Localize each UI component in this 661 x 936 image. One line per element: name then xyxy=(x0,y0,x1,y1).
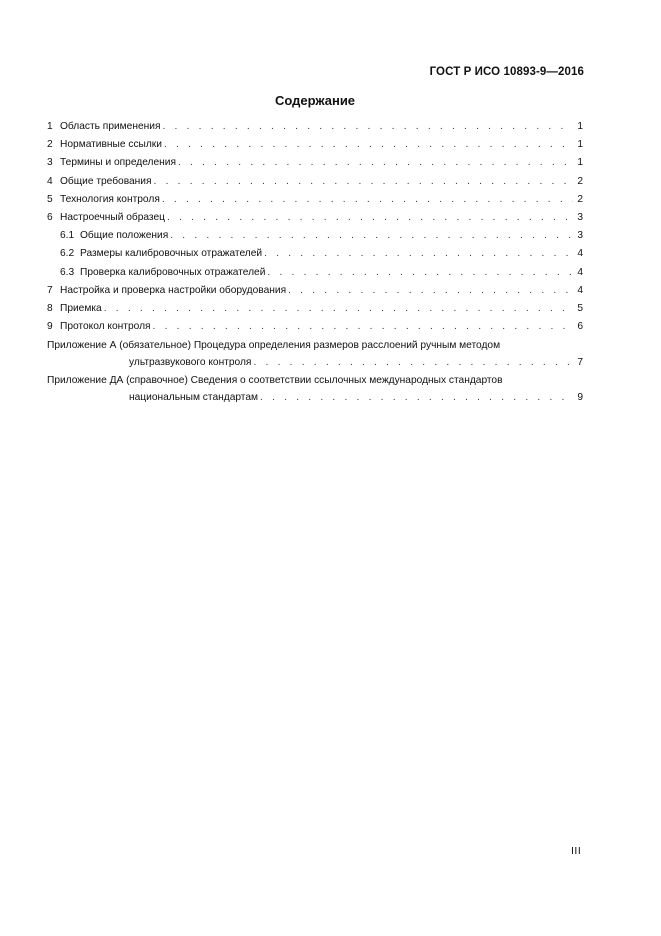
toc-appendix-title-cont: национальным стандартам xyxy=(129,392,259,404)
toc-leader-dots xyxy=(288,282,573,300)
toc-item-number: 6.3 xyxy=(60,266,75,278)
document-code: ГОСТ Р ИСО 10893-9—2016 xyxy=(429,66,584,78)
toc-item-6-1[interactable] xyxy=(47,227,583,245)
toc-item-number: 2 xyxy=(47,139,53,151)
toc-item-page: 4 xyxy=(577,248,583,260)
table-of-contents xyxy=(47,118,583,406)
toc-leader-dots xyxy=(154,173,573,191)
toc-item-page: 1 xyxy=(577,139,583,151)
toc-item-page: 2 xyxy=(577,193,583,205)
toc-item-label: Область применения xyxy=(60,121,161,132)
toc-leader-dots xyxy=(264,245,573,263)
toc-appendix-title: Приложение ДА (справочное) Сведения о соответствии ссылочных международных стандартов xyxy=(47,375,503,387)
toc-leader-dots xyxy=(162,118,573,136)
toc-leader-dots xyxy=(178,154,573,172)
toc-item-page: 5 xyxy=(577,302,583,314)
toc-appendix-title-cont: ультразвукового контроля xyxy=(129,357,252,369)
toc-appendix-title: Приложение А (обязательное) Процедура определения размеров расслоений ручным методом xyxy=(47,340,501,352)
toc-item-6[interactable] xyxy=(47,209,583,227)
toc-leader-dots xyxy=(164,136,573,154)
toc-item-label: Общие положения xyxy=(80,230,169,242)
toc-leader-dots xyxy=(167,209,573,227)
toc-item-number: 6.1 xyxy=(60,230,75,242)
toc-item-page: 6 xyxy=(577,321,583,333)
toc-item-number: 6.2 xyxy=(60,248,75,260)
toc-item-8[interactable] xyxy=(47,300,583,318)
toc-item-number: 5 xyxy=(47,193,53,205)
toc-item-label: Общие требования xyxy=(60,175,152,187)
toc-item-7[interactable] xyxy=(47,282,583,300)
toc-item-3[interactable] xyxy=(47,154,583,172)
toc-item-5[interactable] xyxy=(47,191,583,209)
toc-item-page: 4 xyxy=(577,284,583,296)
toc-appendix-da[interactable] xyxy=(47,373,583,406)
toc-item-label: Нормативные ссылки xyxy=(60,139,162,151)
toc-item-page: 2 xyxy=(577,175,583,187)
toc-appendix-a[interactable] xyxy=(47,338,583,371)
toc-item-page: 3 xyxy=(577,211,583,223)
toc-item-6-3[interactable] xyxy=(47,264,583,282)
toc-appendix-continuation xyxy=(47,389,583,406)
toc-item-page: 3 xyxy=(577,230,583,242)
toc-item-number: 4 xyxy=(47,175,53,187)
toc-leader-dots xyxy=(253,354,573,371)
toc-item-label: Протокол контроля xyxy=(60,321,151,333)
toc-item-page: 7 xyxy=(577,357,583,369)
toc-item-label: Технология контроля xyxy=(60,193,160,205)
toc-item-6-2[interactable] xyxy=(47,245,583,263)
toc-item-label: Размеры калибровочных отражателей xyxy=(80,248,263,260)
toc-item-label: Настройка и проверка настройки оборудования xyxy=(60,284,287,296)
toc-appendix-continuation xyxy=(47,354,583,371)
page-number: III xyxy=(571,845,582,857)
toc-item-label: Проверка калибровочных отражателей xyxy=(80,266,266,278)
toc-item-number: 8 xyxy=(47,302,53,314)
toc-item-page: 4 xyxy=(577,266,583,278)
toc-leader-dots xyxy=(260,389,573,406)
toc-item-page: 9 xyxy=(577,392,583,404)
toc-item-number: 6 xyxy=(47,211,53,223)
toc-item-2[interactable] xyxy=(47,136,583,154)
toc-item-page: 1 xyxy=(577,157,583,169)
toc-item-number: 7 xyxy=(47,284,53,296)
toc-item-number: 1 xyxy=(47,121,53,132)
toc-leader-dots xyxy=(170,227,573,245)
toc-item-number: 9 xyxy=(47,321,53,333)
toc-leader-dots xyxy=(267,264,573,282)
toc-item-label: Термины и определения xyxy=(60,157,176,169)
toc-leader-dots xyxy=(153,318,573,336)
toc-leader-dots xyxy=(162,191,573,209)
toc-item-label: Приемка xyxy=(60,302,102,314)
toc-leader-dots xyxy=(104,300,573,318)
toc-item-1[interactable] xyxy=(47,118,583,136)
toc-item-page: 1 xyxy=(577,121,583,132)
toc-item-4[interactable] xyxy=(47,173,583,191)
toc-item-label: Настроечный образец xyxy=(60,211,165,223)
toc-title: Содержание xyxy=(274,93,356,108)
toc-item-number: 3 xyxy=(47,157,53,169)
toc-item-9[interactable] xyxy=(47,318,583,336)
